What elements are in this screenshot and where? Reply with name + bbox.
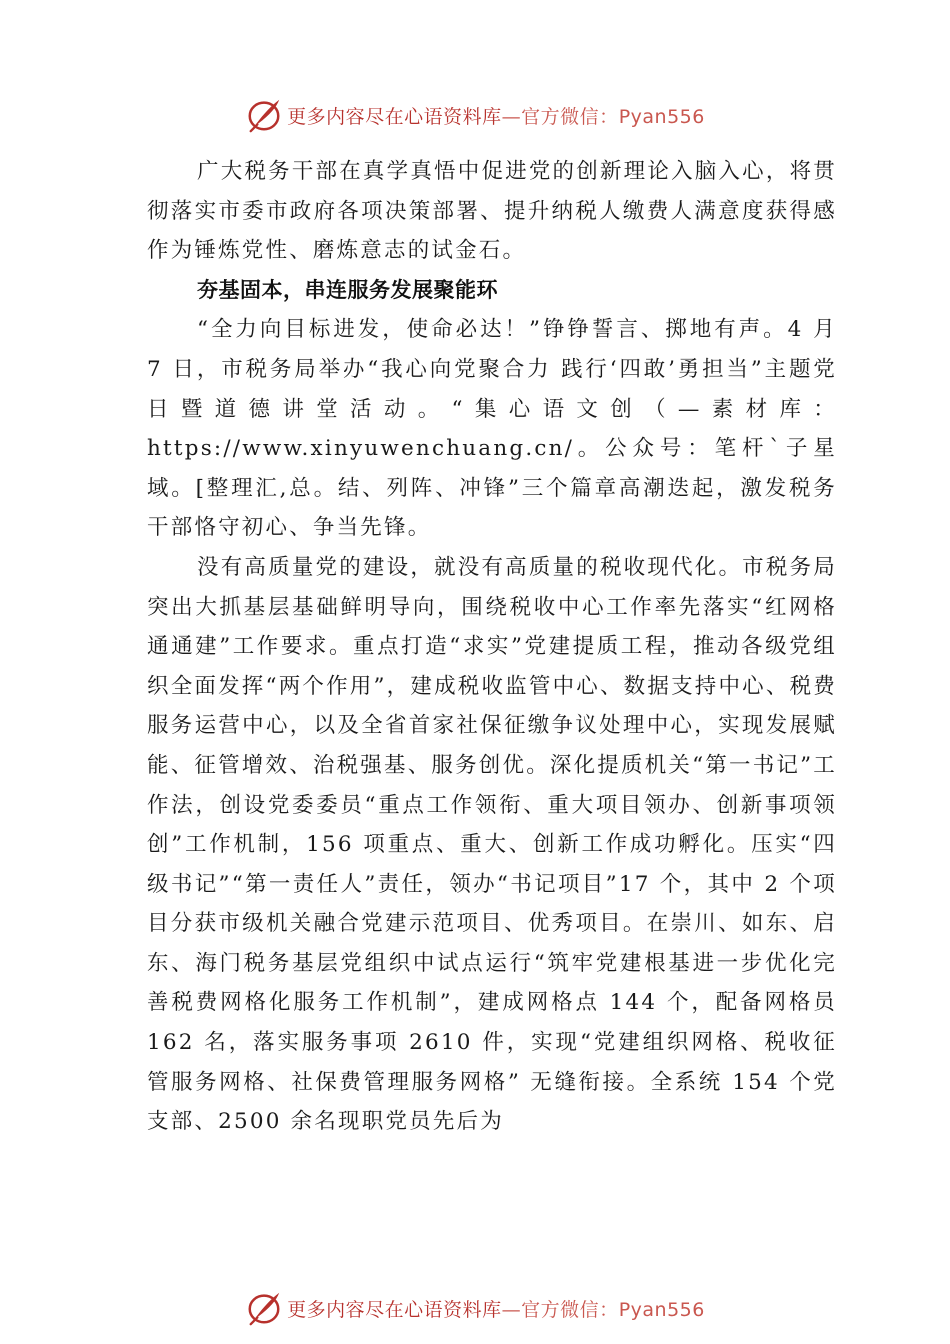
section-heading: 夯基固本，串连服务发展聚能环 (197, 277, 498, 302)
quill-logo-icon (245, 1289, 283, 1327)
paragraph-3: 没有高质量党的建设，就没有高质量的税收现代化。市税务局突出大抓基层基础鲜明导向，围绕税收中心工作率先落实“红网格 通通建”工作要求。重点打造“求实”党建提质工程，推动各级党组织全面发挥“两个作用”，建成税收监管中心、数据支持中心、税费服务运营中心，以及全省首家社保征缴争议处理中心，实现发展赋能、征管增效、治税强基、服务创优。深化提质机关“第一书记”工作法，创设党委委员“重点工作领衔、重大项目领办、创新事项领创”工作机制，156 项重点、重大、创新工作成功孵化。压实“四级书记”“第一责任人”责任，领办“书记项目”17 个，其中 2 个项目分获市级机关融合党建示范项目、优秀项目。在崇川、如东、启东、海门税务基层党组织中试点运行“筑牢党建根基进一步优化完善税费网格化服务工作机制”，建成网格点 144 个，配备网格员 162 名，落实服务事项 2610 件，实现“党建组织网格、税收征管服务网格、社保费管理服务网格” 无缝衔接。全系统 154 个党支部、2500 余名现职党员先后为 (147, 554, 837, 1135)
watermark-banner-bottom (0, 1288, 950, 1328)
article-body (147, 152, 837, 1142)
paragraph-2: “全力向目标进发，使命必达！”铮铮誓言、掷地有声。4 月 7 日，市税务局举办“我心向党聚合力 践行‘四敢’勇担当”主题党日暨道德讲堂活动。“集心语文创（—素材库：https://www.xinyuwenchuang.cn/。公众号：笔杆`子星域。[整理汇,总。结、列阵、冲锋”三个篇章高潮迭起，激发税务干部恪守初心、争当先锋。 (147, 317, 837, 541)
watermark-banner-top (0, 95, 950, 135)
watermark-text: 更多内容尽在心语资料库—官方微信：Pyan556 (287, 1298, 705, 1321)
quill-logo-icon (245, 96, 283, 134)
watermark-text: 更多内容尽在心语资料库—官方微信：Pyan556 (287, 105, 705, 128)
paragraph-1: 广大税务干部在真学真悟中促进党的创新理论入脑入心，将贯彻落实市委市政府各项决策部署、提升纳税人缴费人满意度获得感作为锤炼党性、磨炼意志的试金石。 (147, 159, 837, 264)
